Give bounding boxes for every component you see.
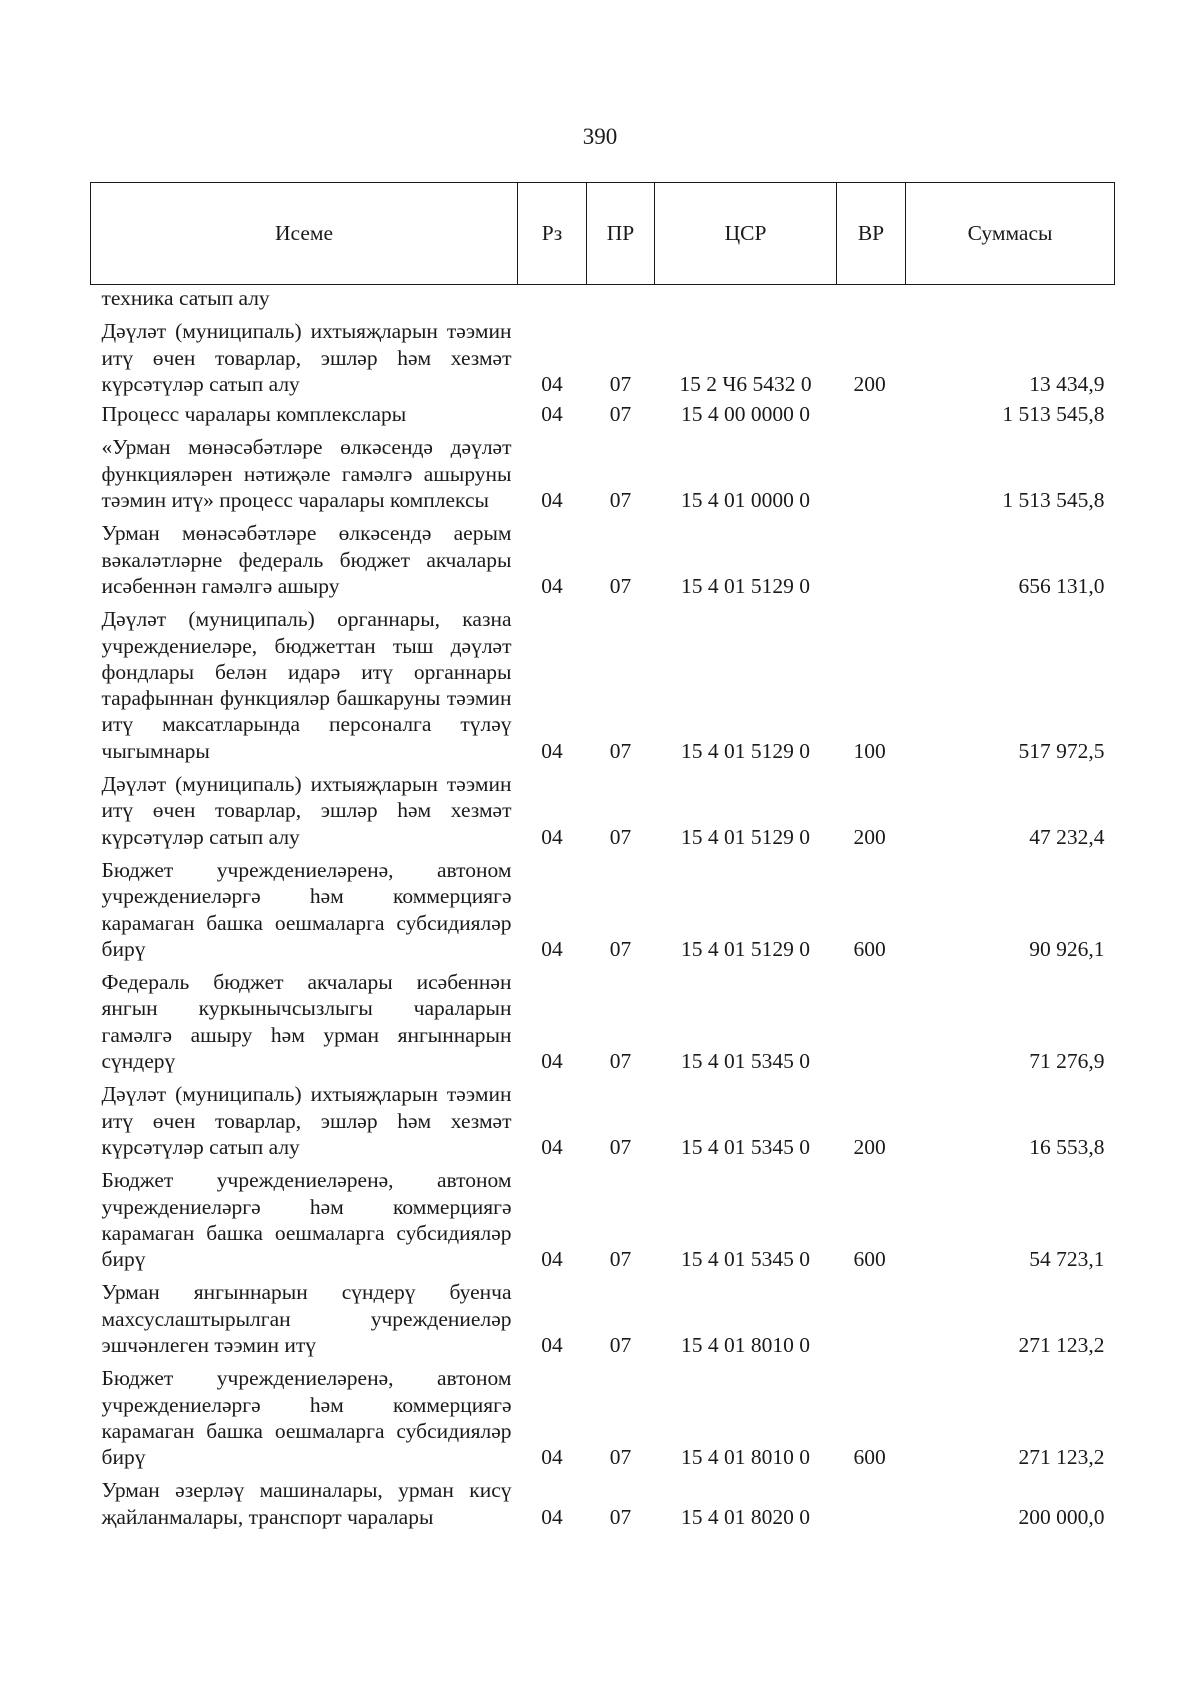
row-sum: 13 434,9 bbox=[1029, 371, 1105, 396]
table-row bbox=[91, 311, 1115, 397]
row-vr bbox=[837, 1470, 906, 1530]
row-rz: 04 bbox=[541, 1134, 563, 1159]
row-sum: 1 513 545,8 bbox=[1002, 488, 1105, 513]
table-row bbox=[91, 1160, 1115, 1272]
row-name: Урман әзерләү машиналары, урман кисү җайланмалары, транспорт чаралары bbox=[101, 1478, 512, 1529]
row-name: техника сатып алу bbox=[101, 286, 270, 310]
row-vr: 200 bbox=[853, 1134, 886, 1159]
row-csr: 15 2 Ч6 5432 0 bbox=[679, 371, 812, 396]
table-row bbox=[91, 599, 1115, 764]
row-csr: 15 4 01 0000 0 bbox=[681, 488, 810, 513]
table-row bbox=[91, 962, 1115, 1074]
row-rz: 04 bbox=[541, 371, 563, 396]
row-sum: 656 131,0 bbox=[1018, 573, 1105, 598]
row-sum: 200 000,0 bbox=[1018, 1504, 1105, 1529]
row-pr: 07 bbox=[609, 1049, 632, 1074]
header-name: Исеме bbox=[91, 183, 518, 285]
row-csr: 15 4 01 5129 0 bbox=[681, 738, 810, 763]
row-rz: 04 bbox=[541, 1049, 563, 1074]
row-csr bbox=[655, 285, 837, 312]
row-rz bbox=[518, 285, 587, 312]
table-row bbox=[91, 397, 1115, 427]
row-pr: 07 bbox=[609, 936, 632, 961]
row-pr: 07 bbox=[609, 1247, 632, 1272]
header-pr: ПР bbox=[587, 183, 655, 285]
row-name: Урман янгыннарын сүндерү буенча махсуслаштырылган учреждениеләр эшчәнлеген тәэмин итү bbox=[101, 1280, 512, 1357]
page-number: 390 bbox=[582, 124, 618, 149]
row-csr: 15 4 01 8010 0 bbox=[681, 1445, 810, 1470]
row-name: Дәүләт (муниципаль) ихтыяҗларын тәэмин итү өчен товарлар, эшләр һәм хезмәт күрсәтүләр сатып алу bbox=[101, 772, 512, 849]
row-rz: 04 bbox=[541, 936, 563, 961]
header-csr: ЦСР bbox=[655, 183, 837, 285]
row-rz: 04 bbox=[541, 1247, 563, 1272]
row-rz: 04 bbox=[541, 824, 563, 849]
row-vr: 200 bbox=[853, 371, 886, 396]
budget-table bbox=[90, 182, 1115, 1530]
row-sum: 54 723,1 bbox=[1029, 1247, 1105, 1272]
row-vr bbox=[837, 397, 906, 427]
row-name: «Урман мөнәсәбәтләре өлкәсендә дәүләт функцияләрен нәтиҗәле гамәлгә ашыруны тәэмин итү» процесс чаралары комплексы bbox=[101, 435, 512, 513]
table-row bbox=[91, 1470, 1115, 1530]
row-name: Дәүләт (муниципаль) ихтыяҗларын тәэмин итү өчен товарлар, эшләр һәм хезмәт күрсәтүләр сатып алу bbox=[101, 1082, 512, 1159]
row-csr: 15 4 01 5129 0 bbox=[681, 936, 810, 961]
row-csr: 15 4 01 5129 0 bbox=[681, 573, 810, 598]
row-sum: 517 972,5 bbox=[1018, 738, 1105, 763]
row-vr bbox=[837, 427, 906, 513]
row-pr: 07 bbox=[609, 371, 632, 396]
row-csr: 15 4 01 8020 0 bbox=[681, 1504, 810, 1529]
row-rz: 04 bbox=[541, 402, 563, 427]
row-rz: 04 bbox=[541, 488, 563, 513]
table-row bbox=[91, 1358, 1115, 1470]
row-pr: 07 bbox=[609, 1332, 632, 1357]
row-name: Дәүләт (муниципаль) органнары, казна учреждениеләре, бюджеттан тыш дәүләт фондлары белән идарә итү органнары тарафыннан функцияләр башкаруны тәэмин итү максатларында персоналга түләү чыгымнары bbox=[101, 607, 512, 763]
table-row bbox=[91, 513, 1115, 599]
row-vr: 600 bbox=[853, 936, 886, 961]
row-pr: 07 bbox=[609, 573, 632, 598]
row-pr: 07 bbox=[609, 1504, 632, 1529]
row-pr: 07 bbox=[609, 824, 632, 849]
row-pr bbox=[587, 285, 655, 312]
row-sum: 47 232,4 bbox=[1029, 824, 1105, 849]
row-vr: 600 bbox=[853, 1247, 886, 1272]
row-vr: 100 bbox=[853, 738, 886, 763]
row-vr bbox=[837, 513, 906, 599]
header-rz: Рз bbox=[518, 183, 587, 285]
table-row bbox=[91, 1272, 1115, 1358]
row-vr: 200 bbox=[853, 824, 886, 849]
table-row bbox=[91, 850, 1115, 962]
row-vr bbox=[837, 285, 906, 312]
row-rz: 04 bbox=[541, 1332, 563, 1357]
row-name: Бюджет учреждениеләренә, автоном учреждениеләргә һәм коммерциягә карамаган башка оешмаларга субсидияләр бирү bbox=[101, 1168, 512, 1272]
row-pr: 07 bbox=[609, 1134, 632, 1159]
header-vr: ВР bbox=[837, 183, 906, 285]
table-row bbox=[91, 427, 1115, 513]
row-sum: 1 513 545,8 bbox=[1002, 402, 1105, 427]
row-sum: 71 276,9 bbox=[1029, 1049, 1105, 1074]
row-rz: 04 bbox=[541, 738, 563, 763]
row-vr: 600 bbox=[853, 1445, 886, 1470]
row-vr bbox=[837, 1272, 906, 1358]
header-sum: Суммасы bbox=[906, 183, 1115, 285]
row-csr: 15 4 00 0000 0 bbox=[681, 402, 810, 427]
row-pr: 07 bbox=[609, 488, 632, 513]
row-rz: 04 bbox=[541, 1445, 563, 1470]
table-row bbox=[91, 1074, 1115, 1160]
row-name: Федераль бюджет акчалары исәбеннән янгын куркынычсызлыгы чараларын гамәлгә ашыру һәм урман янгыннарын сүндерү bbox=[101, 970, 512, 1074]
table-header bbox=[91, 183, 1115, 285]
row-sum bbox=[906, 285, 1115, 312]
row-sum: 90 926,1 bbox=[1029, 936, 1105, 961]
row-name: Процесс чаралары комплекслары bbox=[101, 402, 407, 427]
row-name: Бюджет учреждениеләренә, автоном учреждениеләргә һәм коммерциягә карамаган башка оешмаларга субсидияләр бирү bbox=[101, 1366, 512, 1470]
row-csr: 15 4 01 5345 0 bbox=[681, 1134, 810, 1159]
row-csr: 15 4 01 5345 0 bbox=[681, 1049, 810, 1074]
row-name: Дәүләт (муниципаль) ихтыяҗларын тәэмин итү өчен товарлар, эшләр һәм хезмәт күрсәтүләр сатып алу bbox=[101, 319, 512, 396]
row-sum: 16 553,8 bbox=[1029, 1134, 1105, 1159]
table-row bbox=[91, 285, 1115, 312]
row-rz: 04 bbox=[541, 1504, 563, 1529]
row-csr: 15 4 01 8010 0 bbox=[681, 1332, 810, 1357]
table-row bbox=[91, 764, 1115, 850]
row-sum: 271 123,2 bbox=[1018, 1332, 1105, 1357]
row-name: Бюджет учреждениеләренә, автоном учреждениеләргә һәм коммерциягә карамаган башка оешмаларга субсидияләр бирү bbox=[101, 857, 512, 961]
row-sum: 271 123,2 bbox=[1018, 1445, 1105, 1470]
row-csr: 15 4 01 5129 0 bbox=[681, 824, 810, 849]
row-pr: 07 bbox=[609, 402, 632, 427]
row-pr: 07 bbox=[609, 1445, 632, 1470]
row-name: Урман мөнәсәбәтләре өлкәсендә аерым вәкаләтләрне федераль бюджет акчалары исәбеннән гамәлгә ашыру bbox=[101, 521, 512, 598]
row-pr: 07 bbox=[609, 738, 632, 763]
row-csr: 15 4 01 5345 0 bbox=[681, 1247, 810, 1272]
table-body bbox=[91, 285, 1115, 1531]
row-vr bbox=[837, 962, 906, 1074]
header-row bbox=[91, 183, 1115, 285]
row-rz: 04 bbox=[541, 573, 563, 598]
